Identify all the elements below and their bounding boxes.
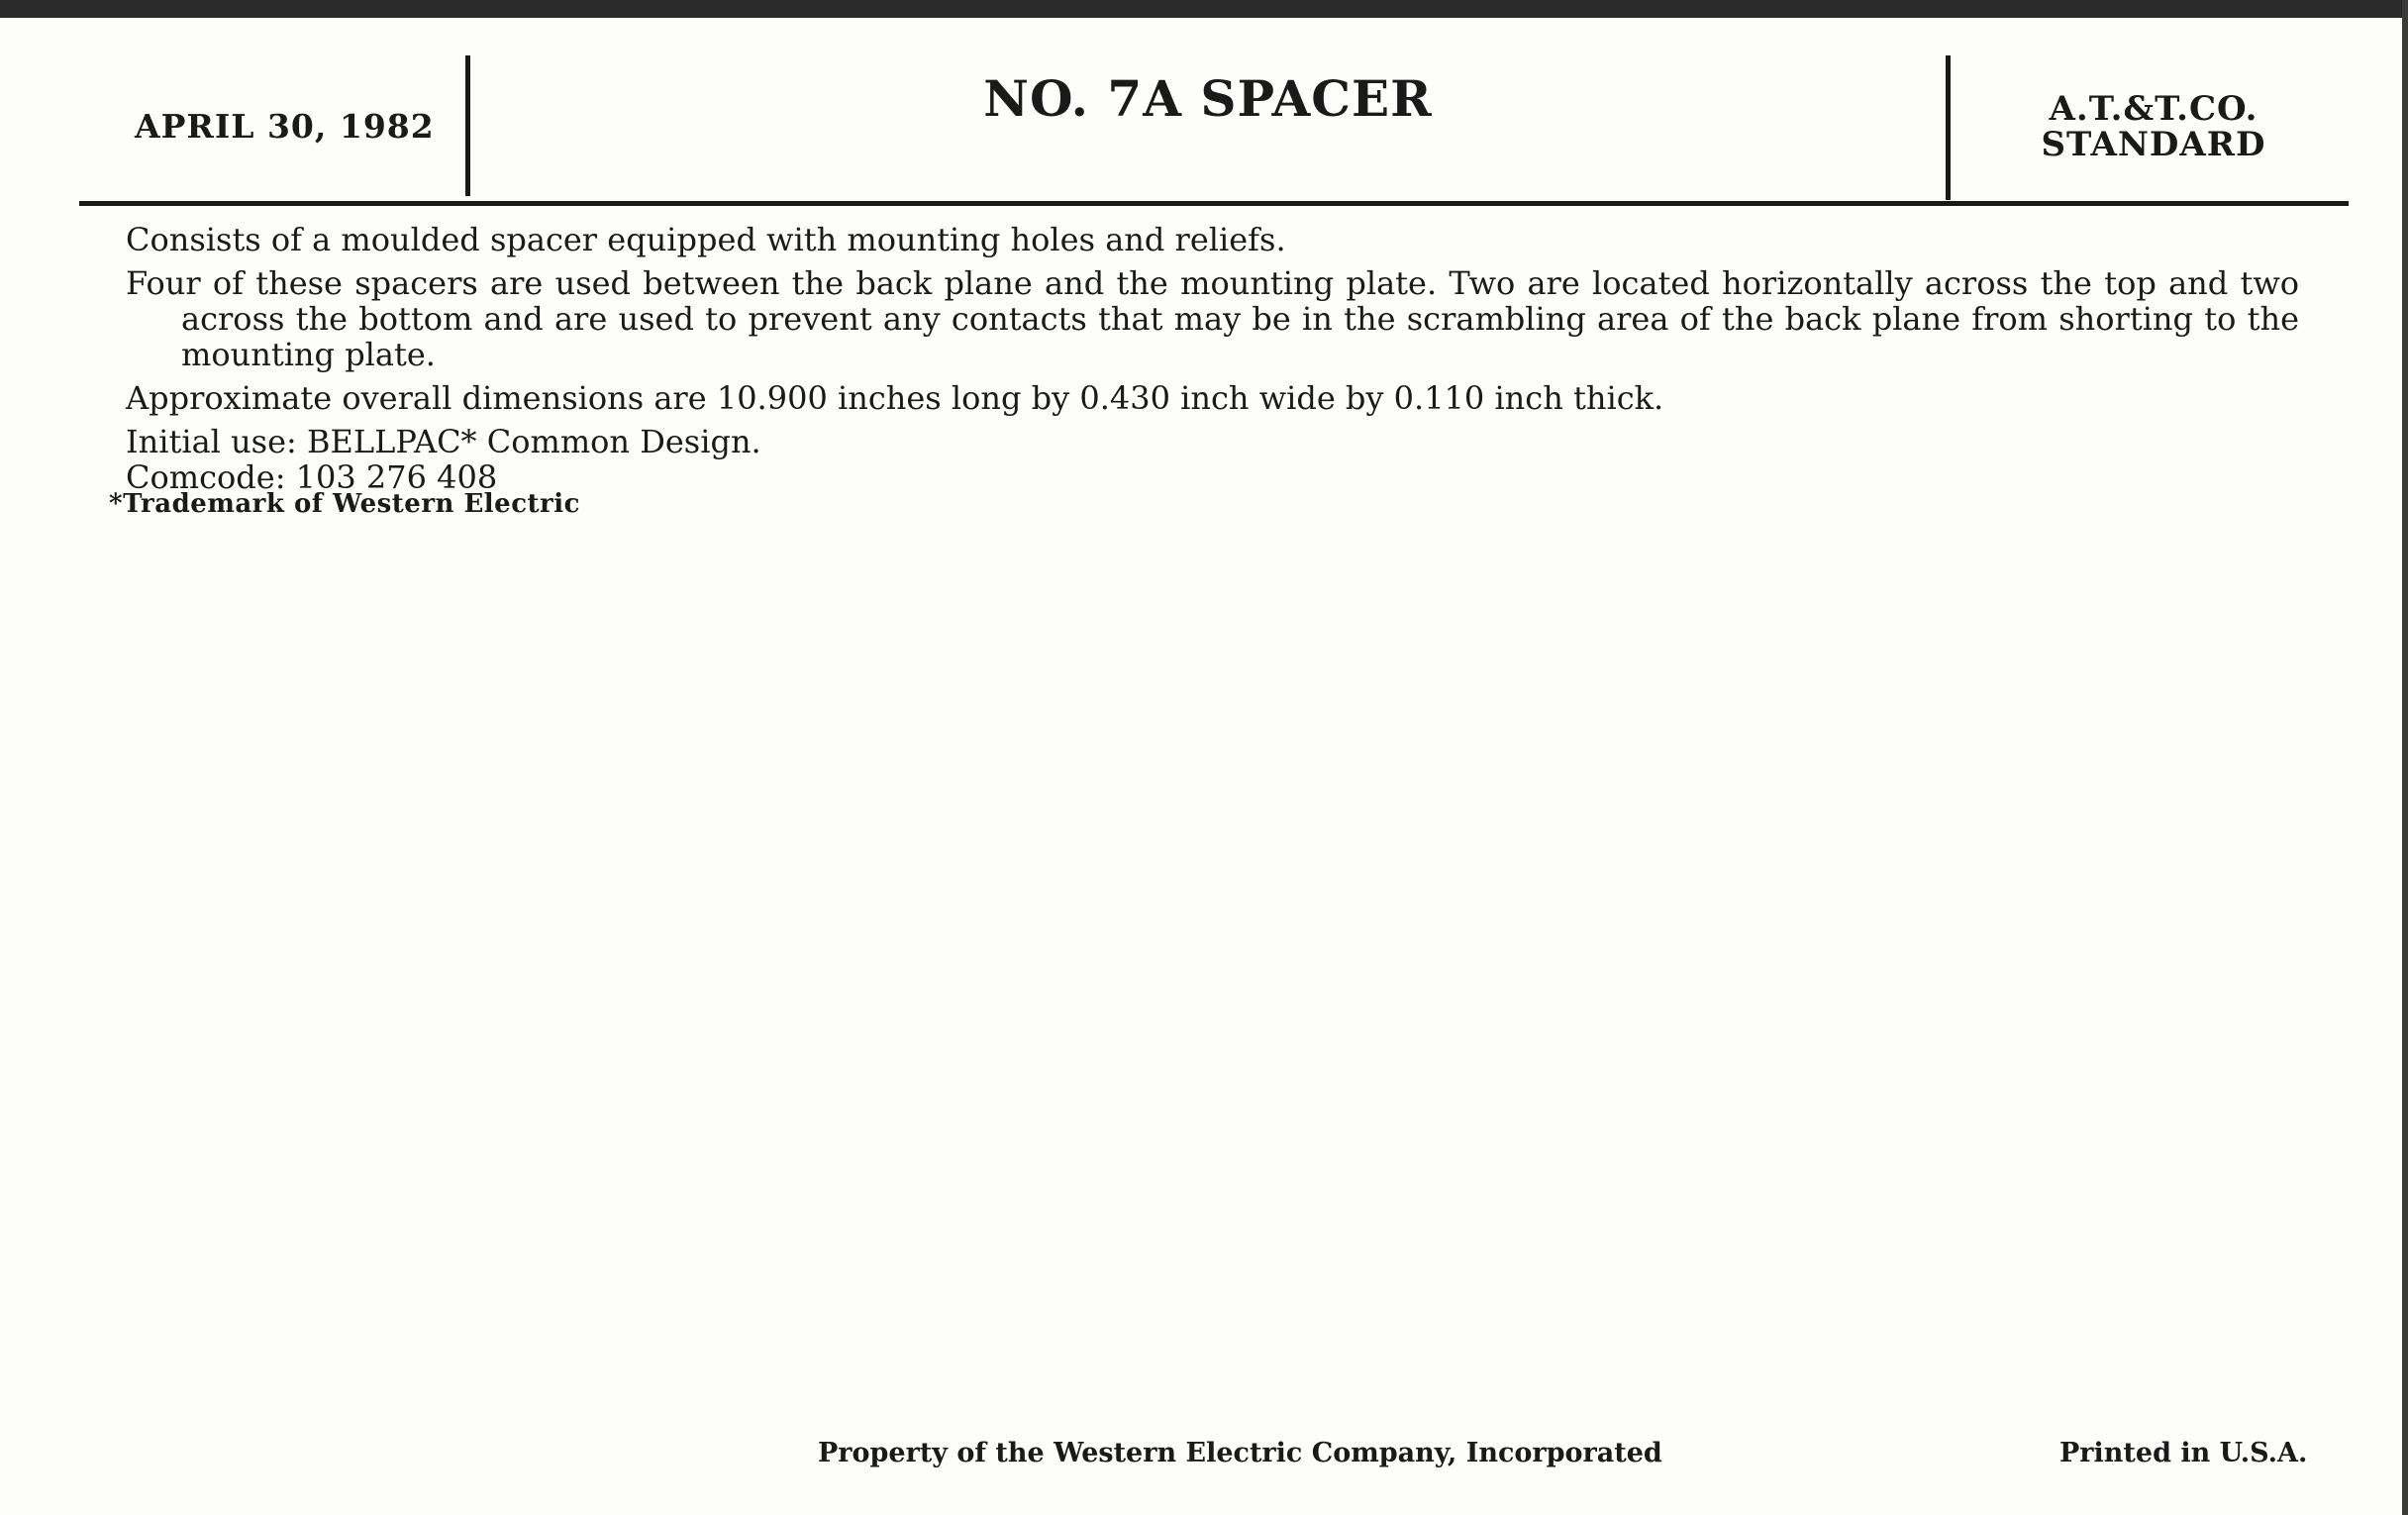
comcode: Comcode: 103 276 408 xyxy=(126,458,498,496)
page-title: NO. 7A SPACER xyxy=(983,69,1433,128)
header-divider-right xyxy=(1946,55,1951,200)
standard-mark-label: STANDARD xyxy=(2041,125,2266,164)
trademark-note: *Trademark of Western Electric xyxy=(109,489,580,519)
ownership-notice: Property of the Western Electric Company, Incorporated xyxy=(818,1438,1662,1468)
description-paragraph: Approximate overall dimensions are 10.900 inches long by 0.430 inch wide by 0.110 inch thick. xyxy=(126,379,1664,417)
scan-border-right xyxy=(2402,0,2408,1515)
issue-date: APRIL 30, 1982 xyxy=(135,107,435,146)
description-paragraph: Four of these spacers are used between the back plane and the mounting plate. Two are located horizontally across the top and two across the bottom and are used to prevent any contacts that may be in the scrambling area of the back plane from shorting to the mounting plate. xyxy=(126,264,2299,373)
description-paragraph: Consists of a moulded spacer equipped with mounting holes and reliefs. xyxy=(126,221,1286,258)
standard-mark xyxy=(1956,91,2352,162)
description-body xyxy=(126,222,2299,495)
initial-use: Initial use: BELLPAC* Common Design. xyxy=(126,423,761,460)
standard-mark-company: A.T.&T.CO. xyxy=(2049,89,2258,129)
header-rule xyxy=(79,201,2349,206)
scan-border-top xyxy=(0,0,2408,18)
printed-notice: Printed in U.S.A. xyxy=(2059,1438,2308,1468)
